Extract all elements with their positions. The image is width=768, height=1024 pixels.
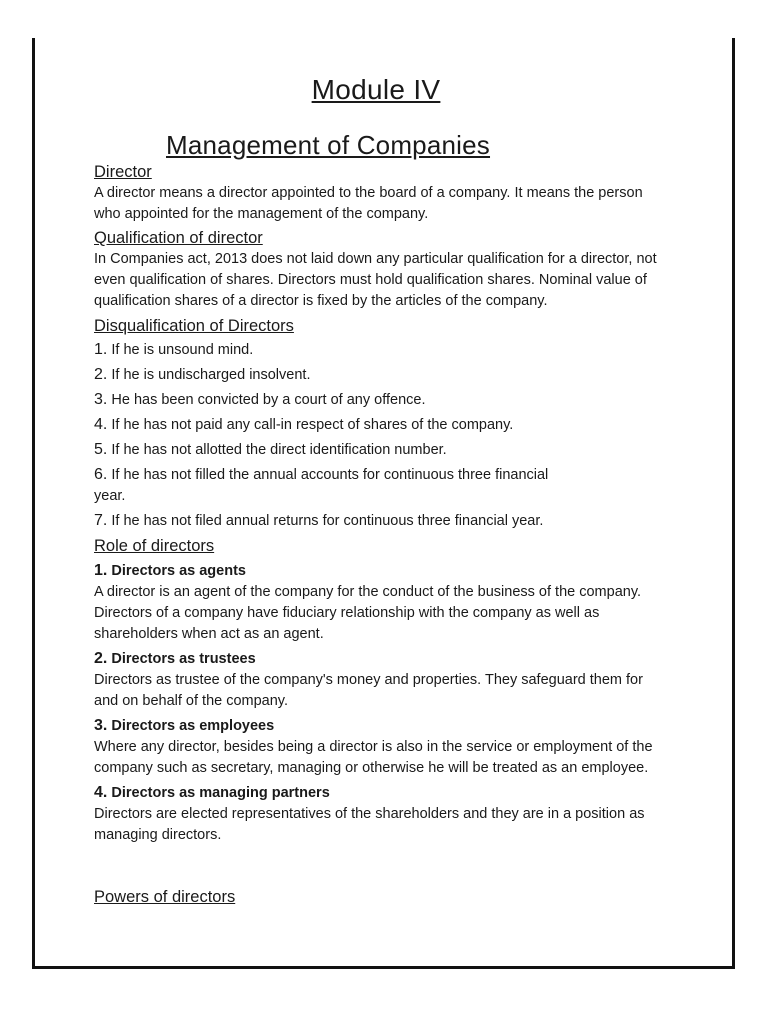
role-number: 4. [94, 784, 108, 801]
disqualification-item [94, 339, 664, 361]
role-number: 3. [94, 717, 108, 734]
disqualification-item [94, 364, 664, 386]
role-title [94, 715, 664, 737]
disqualification-list [94, 339, 664, 532]
document-body [94, 70, 664, 908]
disqualification-heading: Disqualification of Directors [94, 317, 294, 335]
director-heading: Director [94, 163, 152, 181]
item-number: 1. [94, 341, 108, 358]
role-title [94, 782, 664, 804]
role-title-text: Directors as employees [111, 718, 275, 734]
item-text: If he has not filled the annual accounts for continuous three financial year. [94, 467, 549, 504]
role-title [94, 648, 664, 670]
item-text: If he is unsound mind. [111, 342, 254, 358]
item-number: 2. [94, 366, 108, 383]
role-text: Directors are elected representatives of the shareholders and they are in a position as managing directors. [94, 806, 645, 843]
item-number: 4. [94, 416, 108, 433]
disqualification-item [94, 439, 664, 461]
role-title-text: Directors as managing partners [111, 785, 330, 801]
role-text: Directors as trustee of the company's money and properties. They safeguard them for and on behalf of the company. [94, 672, 643, 709]
item-text: If he is undischarged insolvent. [111, 367, 311, 383]
powers-heading: Powers of directors [94, 888, 236, 906]
roles-heading: Role of directors [94, 537, 215, 555]
role-title [94, 560, 664, 582]
item-text: If he has not filed annual returns for continuous three financial year. [111, 513, 544, 529]
qualification-text: In Companies act, 2013 does not laid down any particular qualification for a director, not even qualification of shares. Directors must hold qualification shares. Nominal value of qualification shares of a director is fixed by the articles of the company. [94, 251, 657, 309]
role-number: 1. [94, 562, 108, 579]
disqualification-item [94, 510, 664, 532]
item-number: 6. [94, 466, 108, 483]
item-text: If he has not paid any call-in respect of shares of the company. [111, 417, 514, 433]
role-text: Where any director, besides being a director is also in the service or employment of the company such as secretary, managing or otherwise he will be treated as an employee. [94, 739, 653, 776]
role-text: A director is an agent of the company for the conduct of the business of the company. Directors of a company have fiduciary relationship with the company as well as shareholders when act as an agent. [94, 584, 642, 642]
main-title: Management of Companies [166, 130, 491, 160]
disqualification-item [94, 464, 564, 507]
disqualification-item [94, 389, 664, 411]
role-title-text: Directors as trustees [111, 651, 256, 667]
item-text: If he has not allotted the direct identification number. [111, 442, 447, 458]
role-number: 2. [94, 650, 108, 667]
director-text: A director means a director appointed to the board of a company. It means the person who appointed for the management of the company. [94, 185, 643, 222]
module-title: Module IV [311, 74, 441, 105]
item-text: He has been convicted by a court of any offence. [111, 392, 426, 408]
item-number: 5. [94, 441, 108, 458]
item-number: 3. [94, 391, 108, 408]
role-title-text: Directors as agents [111, 563, 246, 579]
item-number: 7. [94, 512, 108, 529]
qualification-heading: Qualification of director [94, 229, 263, 247]
disqualification-item [94, 414, 664, 436]
